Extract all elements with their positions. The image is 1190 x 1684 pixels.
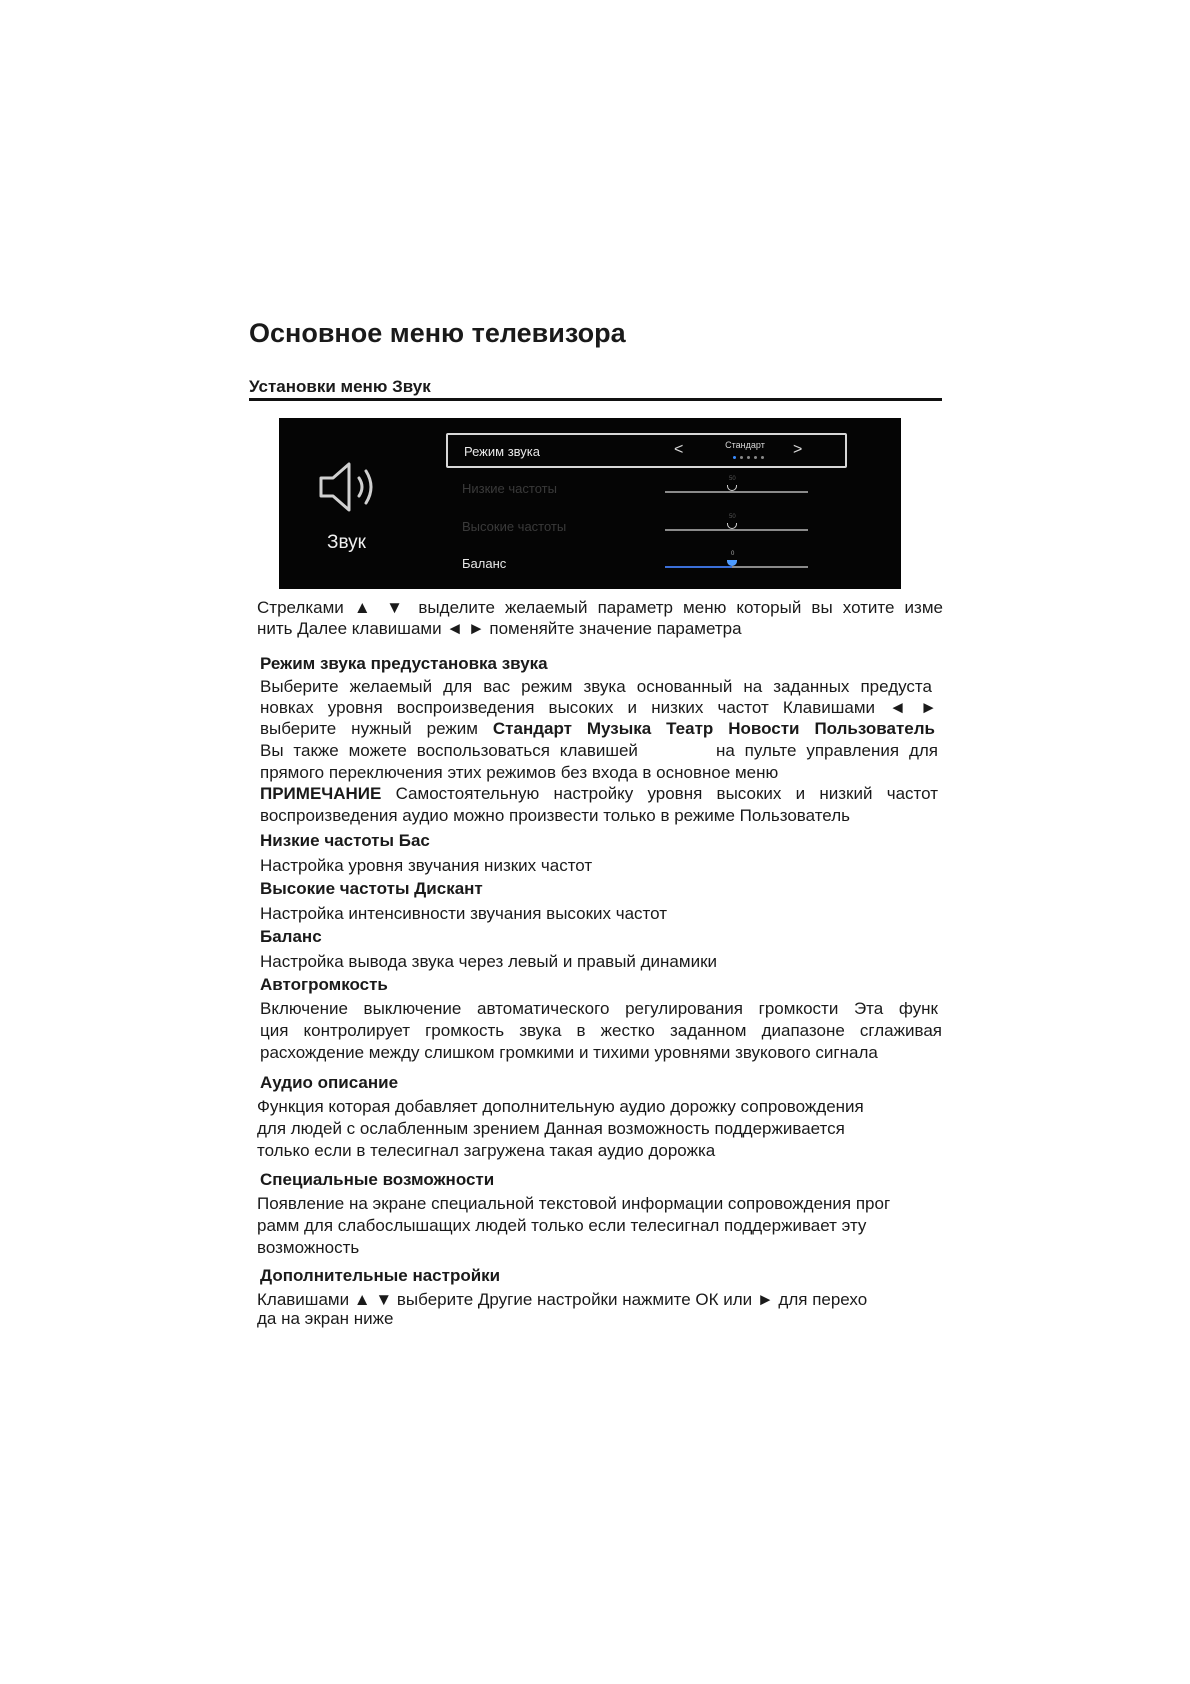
audio-desc-line-2: для людей с ослабленным зрением Данная возможность поддерживается [257, 1119, 845, 1138]
balance-text: Настройка вывода звука через левый и правый динамики [260, 952, 718, 971]
sound-mode-line-3 [260, 718, 935, 740]
note-text: Самостоятельную настройку уровня высоких и низкий частот [381, 784, 938, 803]
advanced-line-1: Клавишами ▲ ▼ выберите Другие настройки нажмите ОК или ► для перехо [257, 1290, 868, 1309]
treble-text: Настройка интенсивности звучания высоких частот [260, 904, 668, 923]
sound-mode-line-1: Выберите желаемый для вас режим звука основанный на заданных предуста [260, 677, 932, 696]
accessibility-line-2: рамм для слабослышащих людей только если телесигнал поддерживает эту [257, 1216, 867, 1235]
sound-mode-line-5: прямого переключения этих режимов без входа в основное меню [260, 763, 779, 782]
bass-heading: Низкие частоты Бас [260, 831, 430, 850]
page-title: Основное меню телевизора [249, 318, 626, 348]
avl-heading: Автогромкость [260, 975, 388, 994]
section-title: Установки меню Звук [249, 377, 431, 396]
mode-indicator-dots [733, 456, 764, 459]
intro-line-1: Стрелками ▲ ▼ выделите желаемый параметр меню который вы хотите изме [257, 598, 943, 617]
bass-text: Настройка уровня звучания низких частот [260, 856, 593, 875]
sound-mode-note [260, 783, 938, 805]
tv-menu-caption: Звук [327, 532, 366, 553]
bass-label: Низкие частоты [462, 481, 557, 496]
balance-label: Баланс [462, 556, 507, 571]
treble-heading: Высокие частоты Дискант [260, 879, 483, 898]
intro-line-2: нить Далее клавишами ◄ ► поменяйте значение параметра [257, 619, 742, 638]
balance-value: 0 [731, 551, 735, 557]
mode-dot [733, 456, 736, 459]
tv-sound-menu-screenshot [279, 418, 901, 589]
sound-mode-line-2: новках уровня воспроизведения высоких и низких частот Клавишами ◄ ► [260, 698, 937, 717]
sound-mode-value: Стандарт [725, 440, 765, 450]
sound-mode-label: Режим звука [464, 444, 540, 459]
accessibility-heading: Специальные возможности [260, 1170, 495, 1189]
advanced-heading: Дополнительные настройки [260, 1266, 501, 1285]
speaker-icon [317, 458, 381, 516]
treble-slider[interactable] [665, 529, 808, 531]
sound-mode-line-4 [260, 740, 938, 762]
bass-value: 50 [729, 476, 736, 482]
sound-mode-line-7: воспроизведения аудио можно произвести только в режиме Пользователь [260, 806, 850, 825]
treble-row[interactable] [446, 510, 847, 544]
accessibility-line-1: Появление на экране специальной текстовой информации сопровождения прог [257, 1194, 891, 1213]
mode-dot [747, 456, 750, 459]
sound-mode-row[interactable] [446, 433, 847, 468]
avl-line-3: расхождение между слишком громкими и тихими уровнями звукового сигнала [260, 1043, 878, 1062]
treble-value: 50 [729, 514, 736, 520]
chevron-left-icon[interactable]: < [674, 441, 684, 458]
bass-row[interactable] [446, 472, 847, 506]
section-divider [249, 398, 942, 401]
mode-dot [761, 456, 764, 459]
advanced-line-2: да на экран ниже [257, 1309, 394, 1328]
note-label: ПРИМЕЧАНИЕ [260, 784, 382, 803]
balance-row[interactable] [446, 547, 847, 581]
balance-heading: Баланс [260, 927, 322, 946]
avl-line-1: Включение выключение автоматического регулирования громкости Эта функ [260, 999, 938, 1018]
treble-label: Высокие частоты [462, 519, 567, 534]
mode-dot [754, 456, 757, 459]
audio-desc-line-1: Функция которая добавляет дополнительную аудио дорожку сопровождения [257, 1097, 864, 1116]
sound-mode-options: Стандарт Музыка Театр Новости Пользователь [492, 719, 935, 738]
sound-mode-line-3-text: выберите нужный режим [260, 719, 493, 738]
bass-slider[interactable] [665, 491, 808, 493]
sound-mode-heading: Режим звука предустановка звука [260, 654, 548, 673]
avl-line-2: ция контролирует громкость звука в жестко заданном диапазоне сглаживая [260, 1021, 942, 1040]
audio-desc-line-3: только если в телесигнал загружена такая аудио дорожка [257, 1141, 716, 1160]
chevron-right-icon[interactable]: > [793, 441, 803, 458]
accessibility-line-3: возможность [257, 1238, 360, 1257]
sound-mode-line-4-text: Вы также можете воспользоваться клавишей [260, 741, 638, 760]
sound-mode-line-4-end: на пульте управления для [715, 741, 938, 760]
audio-desc-heading: Аудио описание [260, 1073, 399, 1092]
balance-slider-fill [665, 566, 732, 568]
mode-dot [740, 456, 743, 459]
